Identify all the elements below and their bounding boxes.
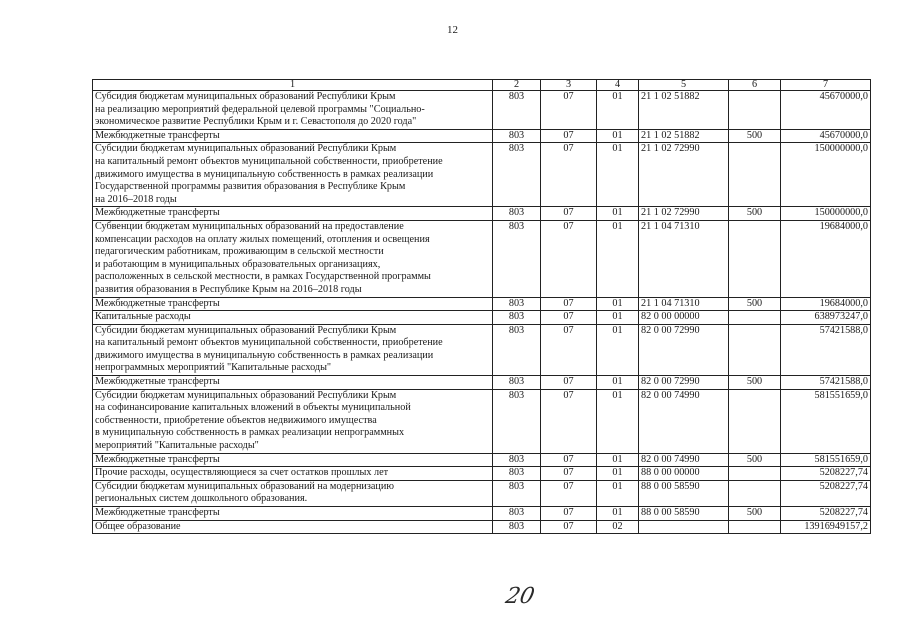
row-name-line: и работающим в муниципальных образовательных организациях,	[95, 258, 381, 270]
target-article-code: 21 1 04 71310	[639, 297, 729, 311]
amount: 5208227,74	[781, 467, 871, 481]
target-article-code: 88 0 00 00000	[639, 467, 729, 481]
row-name	[93, 297, 493, 311]
subsection-code: 01	[597, 376, 639, 390]
department-code: 803	[493, 207, 541, 221]
row-name-line: на реализацию мероприятий федеральной целевой программы "Социально-	[95, 103, 425, 115]
section-code: 07	[541, 324, 597, 375]
expense-type-code: 500	[729, 297, 781, 311]
expense-type-code	[729, 467, 781, 481]
expense-type-code: 500	[729, 207, 781, 221]
subsection-code: 01	[597, 91, 639, 130]
amount: 5208227,74	[781, 507, 871, 521]
row-name	[93, 507, 493, 521]
column-number: 5	[639, 80, 729, 91]
expense-type-code: 500	[729, 507, 781, 521]
row-name-line: на 2016–2018 годы	[95, 193, 177, 205]
column-number: 7	[781, 80, 871, 91]
table-row	[93, 453, 871, 467]
row-name	[93, 389, 493, 453]
target-article-code: 21 1 04 71310	[639, 220, 729, 297]
section-code: 07	[541, 311, 597, 325]
column-number: 3	[541, 80, 597, 91]
target-article-code: 82 0 00 72990	[639, 324, 729, 375]
table-row	[93, 143, 871, 207]
column-number-row	[93, 80, 871, 91]
row-name-line: на софинансирование капитальных вложений в объекты муниципальной	[95, 402, 411, 414]
section-code: 07	[541, 143, 597, 207]
section-code: 07	[541, 520, 597, 534]
row-name-line: Межбюджетные трансферты	[95, 297, 220, 309]
row-name-line: Субсидия бюджетам муниципальных образований Республики Крым	[95, 91, 396, 102]
column-number: 6	[729, 80, 781, 91]
row-name-line: региональных систем дошкольного образования.	[95, 493, 308, 505]
row-name	[93, 376, 493, 390]
row-name	[93, 143, 493, 207]
row-name-line: в муниципальную собственность в рамках реализации непрограммных	[95, 427, 405, 439]
subsection-code: 01	[597, 507, 639, 521]
target-article-code: 82 0 00 74990	[639, 389, 729, 453]
amount: 19684000,0	[781, 220, 871, 297]
row-name-line: Прочие расходы, осуществляющиеся за счет остатков прошлых лет	[95, 467, 389, 479]
row-name	[93, 311, 493, 325]
department-code: 803	[493, 453, 541, 467]
row-name-line: Субсидии бюджетам муниципальных образований Республики Крым	[95, 143, 397, 155]
table-body	[93, 80, 871, 534]
department-code: 803	[493, 129, 541, 143]
row-name-line: на капитальный ремонт объектов муниципальной собственности, приобретение	[95, 337, 443, 349]
row-name	[93, 520, 493, 534]
table-row	[93, 91, 871, 130]
expense-type-code: 500	[729, 129, 781, 143]
department-code: 803	[493, 376, 541, 390]
department-code: 803	[493, 311, 541, 325]
department-code: 803	[493, 324, 541, 375]
expense-type-code: 500	[729, 376, 781, 390]
section-code: 07	[541, 376, 597, 390]
row-name-line: Субсидии бюджетам муниципальных образований Республики Крым	[95, 324, 397, 336]
subsection-code: 01	[597, 324, 639, 375]
department-code: 803	[493, 507, 541, 521]
row-name-line: на капитальный ремонт объектов муниципальной собственности, приобретение	[95, 155, 443, 167]
row-name-line: Межбюджетные трансферты	[95, 129, 220, 141]
section-code: 07	[541, 207, 597, 221]
amount: 57421588,0	[781, 324, 871, 375]
row-name-line: движимого имущества в муниципальную собственность в рамках реализации	[95, 168, 434, 180]
amount: 19684000,0	[781, 297, 871, 311]
row-name-line: экономическое развитие Республики Крым и г. Севастополя до 2020 года"	[95, 116, 417, 128]
row-name-line: Межбюджетные трансферты	[95, 453, 220, 465]
section-code: 07	[541, 297, 597, 311]
amount: 13916949157,2	[781, 520, 871, 534]
department-code: 803	[493, 220, 541, 297]
department-code: 803	[493, 480, 541, 506]
table-row	[93, 507, 871, 521]
amount: 5208227,74	[781, 480, 871, 506]
table-row	[93, 480, 871, 506]
expense-type-code	[729, 520, 781, 534]
department-code: 803	[493, 389, 541, 453]
column-number: 4	[597, 80, 639, 91]
expense-type-code	[729, 480, 781, 506]
amount: 45670000,0	[781, 129, 871, 143]
row-name-line: Государственной программы развития образования в Республике Крым	[95, 181, 406, 193]
table-row	[93, 520, 871, 534]
section-code: 07	[541, 453, 597, 467]
target-article-code: 21 1 02 51882	[639, 129, 729, 143]
table-row	[93, 220, 871, 297]
table-row	[93, 467, 871, 481]
amount: 45670000,0	[781, 91, 871, 130]
amount: 150000000,0	[781, 143, 871, 207]
amount: 57421588,0	[781, 376, 871, 390]
section-code: 07	[541, 389, 597, 453]
column-number: 1	[93, 80, 493, 91]
target-article-code: 82 0 00 72990	[639, 376, 729, 390]
table-row	[93, 311, 871, 325]
table-row	[93, 207, 871, 221]
table-row	[93, 389, 871, 453]
target-article-code: 82 0 00 00000	[639, 311, 729, 325]
section-code: 07	[541, 507, 597, 521]
row-name	[93, 129, 493, 143]
department-code: 803	[493, 520, 541, 534]
subsection-code: 01	[597, 143, 639, 207]
row-name-line: Межбюджетные трансферты	[95, 207, 220, 219]
target-article-code: 88 0 00 58590	[639, 507, 729, 521]
department-code: 803	[493, 91, 541, 130]
amount: 150000000,0	[781, 207, 871, 221]
row-name-line: расположенных в сельской местности, в рамках Государственной программы	[95, 271, 431, 283]
subsection-code: 01	[597, 467, 639, 481]
row-name	[93, 91, 493, 130]
row-name-line: Субвенции бюджетам муниципальных образований на предоставление	[95, 220, 404, 232]
department-code: 803	[493, 143, 541, 207]
row-name-line: Межбюджетные трансферты	[95, 507, 220, 518]
department-code: 803	[493, 297, 541, 311]
section-code: 07	[541, 467, 597, 481]
table-row	[93, 324, 871, 375]
row-name-line: Капитальные расходы	[95, 311, 191, 323]
expense-type-code	[729, 324, 781, 375]
subsection-code: 01	[597, 453, 639, 467]
row-name-line: непрограммных мероприятий "Капитальные расходы"	[95, 362, 332, 374]
expense-type-code	[729, 311, 781, 325]
row-name-line: мероприятий "Капитальные расходы"	[95, 440, 259, 452]
expense-type-code	[729, 143, 781, 207]
target-article-code: 88 0 00 58590	[639, 480, 729, 506]
row-name-line: Субсидии бюджетам муниципальных образований на модернизацию	[95, 480, 394, 492]
row-name	[93, 220, 493, 297]
row-name-line: собственности, приобретение объектов недвижимого имущества	[95, 414, 377, 426]
table-row	[93, 297, 871, 311]
subsection-code: 01	[597, 311, 639, 325]
row-name	[93, 467, 493, 481]
row-name	[93, 207, 493, 221]
budget-table	[92, 79, 871, 534]
subsection-code: 01	[597, 480, 639, 506]
section-code: 07	[541, 129, 597, 143]
page-number: 12	[447, 24, 458, 36]
target-article-code	[639, 520, 729, 534]
row-name-line: педагогическим работникам, проживающим в сельской местности	[95, 246, 384, 258]
subsection-code: 01	[597, 220, 639, 297]
row-name-line: Общее образование	[95, 520, 181, 532]
target-article-code: 21 1 02 51882	[639, 91, 729, 130]
row-name-line: компенсации расходов на оплату жилых помещений, отопления и освещения	[95, 233, 430, 245]
target-article-code: 21 1 02 72990	[639, 143, 729, 207]
section-code: 07	[541, 480, 597, 506]
row-name-line: движимого имущества в муниципальную собственность в рамках реализации	[95, 349, 434, 361]
row-name-line: Межбюджетные трансферты	[95, 376, 220, 388]
department-code: 803	[493, 467, 541, 481]
expense-type-code: 500	[729, 453, 781, 467]
row-name	[93, 480, 493, 506]
target-article-code: 82 0 00 74990	[639, 453, 729, 467]
table-row	[93, 129, 871, 143]
row-name-line: Субсидии бюджетам муниципальных образований Республики Крым	[95, 389, 397, 401]
subsection-code: 02	[597, 520, 639, 534]
column-number: 2	[493, 80, 541, 91]
expense-type-code	[729, 389, 781, 453]
section-code: 07	[541, 220, 597, 297]
target-article-code: 21 1 02 72990	[639, 207, 729, 221]
amount: 581551659,0	[781, 389, 871, 453]
expense-type-code	[729, 220, 781, 297]
subsection-code: 01	[597, 207, 639, 221]
table-row	[93, 376, 871, 390]
handwritten-folio-mark: 20	[503, 584, 537, 609]
amount: 581551659,0	[781, 453, 871, 467]
row-name	[93, 324, 493, 375]
subsection-code: 01	[597, 129, 639, 143]
amount: 638973247,0	[781, 311, 871, 325]
section-code: 07	[541, 91, 597, 130]
subsection-code: 01	[597, 389, 639, 453]
subsection-code: 01	[597, 297, 639, 311]
row-name-line: развития образования в Республике Крым на 2016–2018 годы	[95, 283, 362, 295]
expense-type-code	[729, 91, 781, 130]
row-name	[93, 453, 493, 467]
